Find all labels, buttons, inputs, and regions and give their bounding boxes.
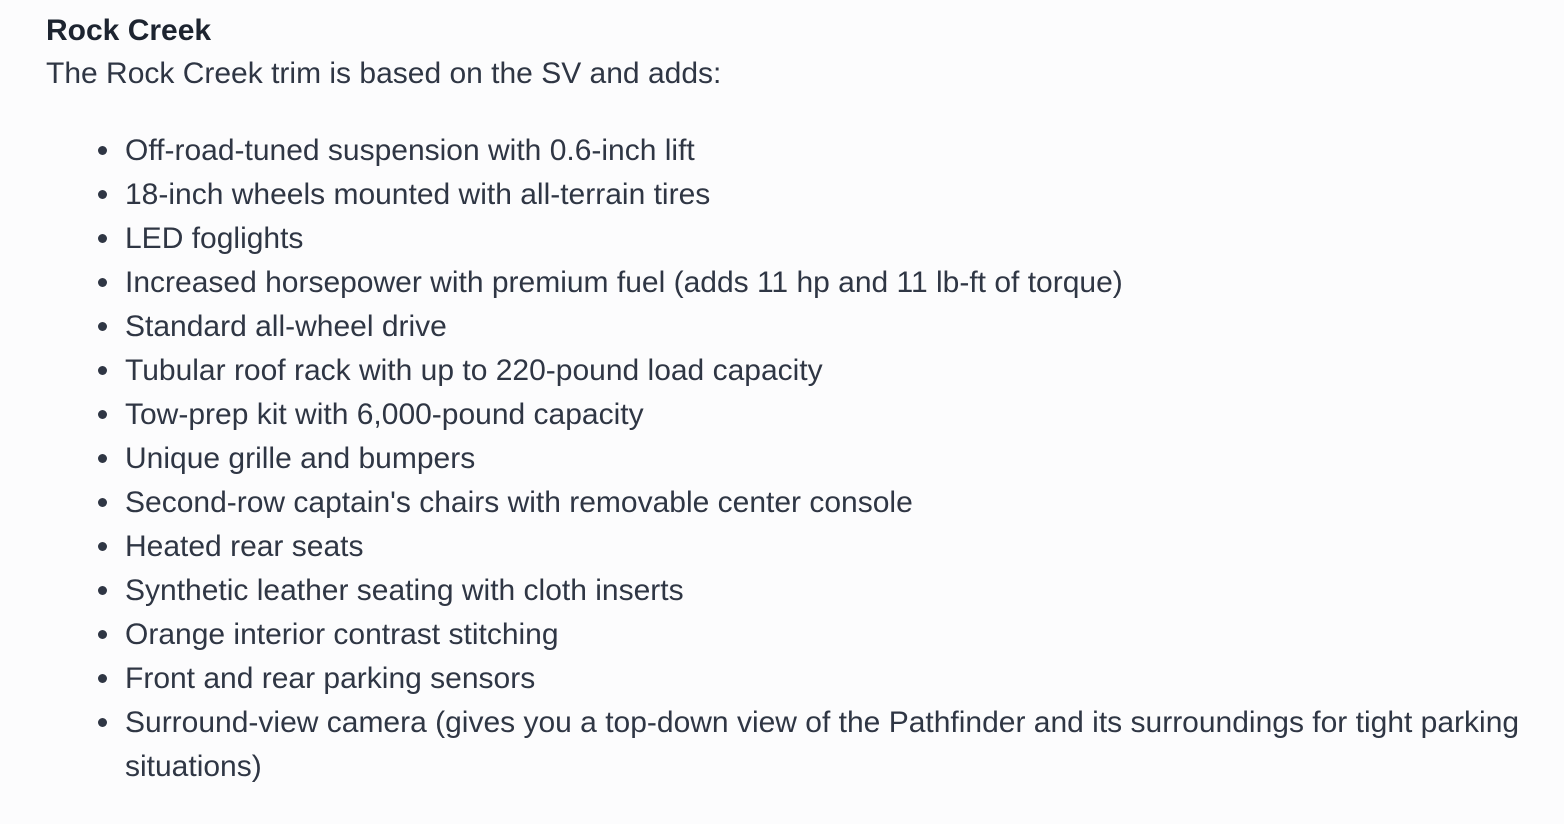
feature-item	[125, 173, 1535, 217]
feature-item	[125, 305, 1535, 349]
feature-item	[125, 569, 1535, 613]
feature-text: Front and rear parking sensors	[125, 662, 536, 695]
feature-text: Heated rear seats	[125, 530, 364, 563]
bullet-icon	[98, 586, 107, 595]
feature-item	[125, 437, 1535, 481]
feature-text: Second-row captain's chairs with removable center console	[125, 486, 913, 519]
feature-text: 18-inch wheels mounted with all-terrain tires	[125, 178, 711, 211]
feature-text: LED foglights	[125, 222, 304, 255]
feature-text: Orange interior contrast stitching	[125, 618, 559, 651]
bullet-icon	[98, 366, 107, 375]
feature-text: Standard all-wheel drive	[125, 310, 447, 343]
bullet-icon	[98, 146, 107, 155]
bullet-icon	[98, 454, 107, 463]
feature-item	[125, 261, 1535, 305]
feature-item	[125, 129, 1535, 173]
feature-text: Increased horsepower with premium fuel (adds 11 hp and 11 lb-ft of torque)	[125, 266, 1123, 299]
section-intro: The Rock Creek trim is based on the SV and adds:	[46, 57, 722, 90]
section-heading: Rock Creek	[46, 14, 212, 47]
feature-item	[125, 525, 1535, 569]
feature-list	[46, 129, 1535, 789]
bullet-icon	[98, 234, 107, 243]
bullet-icon	[98, 410, 107, 419]
feature-item	[125, 481, 1535, 525]
feature-text: Unique grille and bumpers	[125, 442, 476, 475]
feature-text: Tubular roof rack with up to 220-pound load capacity	[125, 354, 823, 387]
bullet-icon	[98, 674, 107, 683]
bullet-icon	[98, 278, 107, 287]
bullet-icon	[98, 322, 107, 331]
bullet-icon	[98, 190, 107, 199]
feature-text: Tow-prep kit with 6,000-pound capacity	[125, 398, 644, 431]
bullet-icon	[98, 498, 107, 507]
feature-text: Synthetic leather seating with cloth inserts	[125, 574, 684, 607]
feature-item	[125, 217, 1535, 261]
feature-text: Surround-view camera (gives you a top-down view of the Pathfinder and its surroundings for tight parking situations)	[125, 706, 1520, 783]
feature-item	[125, 701, 1535, 789]
bullet-icon	[98, 542, 107, 551]
feature-item	[125, 393, 1535, 437]
feature-item	[125, 349, 1535, 393]
bullet-icon	[98, 630, 107, 639]
feature-item	[125, 613, 1535, 657]
feature-text: Off-road-tuned suspension with 0.6-inch lift	[125, 134, 695, 167]
feature-item	[125, 657, 1535, 701]
bullet-icon	[98, 718, 107, 727]
